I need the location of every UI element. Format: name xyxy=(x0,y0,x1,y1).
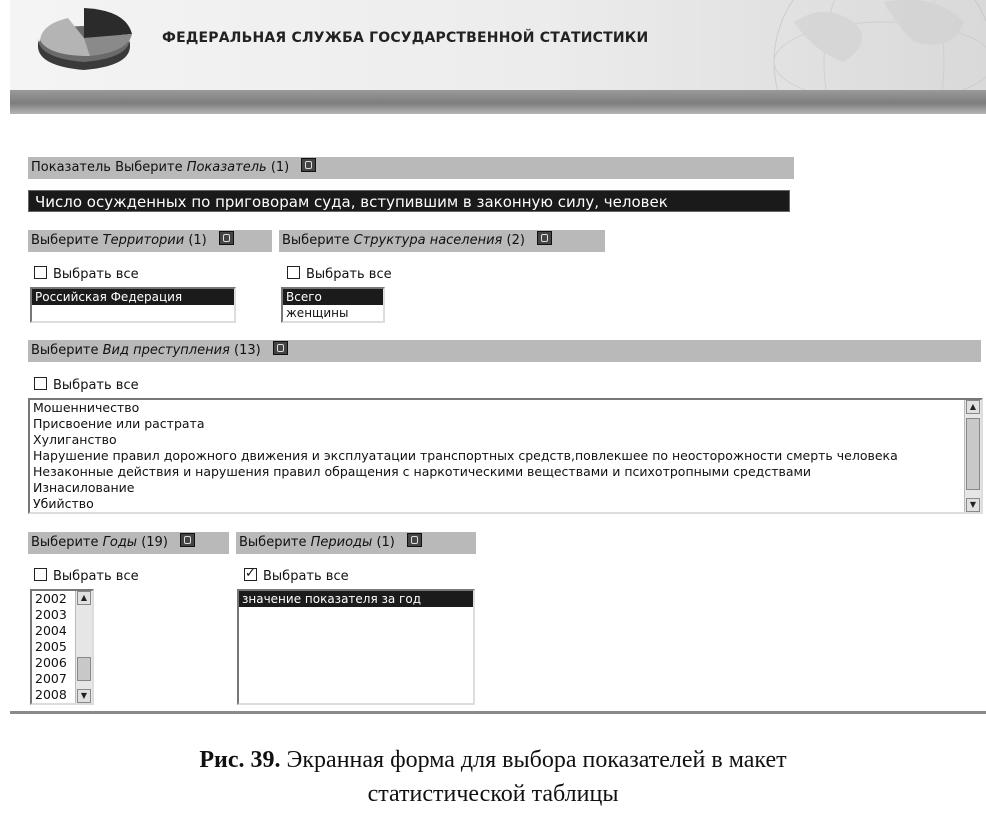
structure-section-header: Выберите Структура населения (2) xyxy=(279,230,605,252)
divider xyxy=(10,711,986,714)
structure-select-all[interactable]: Выбрать все xyxy=(287,266,392,283)
list-item[interactable]: Присвоение или растрата xyxy=(33,416,205,431)
list-item[interactable]: 2007 xyxy=(35,671,67,686)
list-item[interactable]: 2008 xyxy=(35,687,67,702)
scroll-up-icon[interactable]: ▲ xyxy=(966,400,980,414)
page-title: ФЕДЕРАЛЬНАЯ СЛУЖБА ГОСУДАРСТВЕННОЙ СТАТИСТИКИ xyxy=(162,30,649,46)
territory-listbox[interactable] xyxy=(30,287,236,323)
list-item[interactable]: Российская Федерация xyxy=(32,289,234,305)
territory-section-header: Выберите Территории (1) xyxy=(28,230,272,252)
scroll-up-icon[interactable]: ▲ xyxy=(77,591,91,605)
indicator-value[interactable]: Число осужденных по приговорам суда, вступившим в законную силу, человек xyxy=(28,190,790,212)
crime-listbox[interactable] xyxy=(28,398,983,514)
checkbox-icon[interactable] xyxy=(34,377,47,390)
list-item[interactable]: значение показателя за год xyxy=(239,591,473,607)
list-item[interactable]: 2003 xyxy=(35,607,67,622)
territory-select-all[interactable]: Выбрать все xyxy=(34,266,139,283)
scroll-thumb[interactable] xyxy=(966,418,980,490)
header-banner xyxy=(10,0,986,90)
indicator-section-header: Показатель Выберите Показатель (1) xyxy=(28,157,794,179)
help-icon[interactable] xyxy=(537,231,552,245)
checkbox-icon[interactable] xyxy=(287,266,300,279)
periods-listbox[interactable] xyxy=(237,589,475,705)
scroll-thumb[interactable] xyxy=(77,657,91,681)
periods-section-header: Выберите Периоды (1) xyxy=(236,532,476,554)
crime-section-header: Выберите Вид преступления (13) xyxy=(28,340,981,362)
list-item[interactable]: 2004 xyxy=(35,623,67,638)
periods-select-all[interactable]: ✓Выбрать все xyxy=(244,568,349,585)
figure-caption-line2: статистической таблицы xyxy=(367,781,619,807)
help-icon[interactable] xyxy=(180,533,195,547)
list-item[interactable] xyxy=(32,305,234,321)
list-item[interactable]: Мошенничество xyxy=(33,400,140,415)
help-icon[interactable] xyxy=(301,158,316,172)
years-section-header: Выберите Годы (19) xyxy=(28,532,229,554)
globe-icon xyxy=(734,0,986,90)
scroll-down-icon[interactable]: ▼ xyxy=(966,498,980,512)
checkbox-checked-icon[interactable] xyxy=(244,568,257,581)
pie-chart-logo-icon xyxy=(28,0,148,78)
help-icon[interactable] xyxy=(407,533,422,547)
help-icon[interactable] xyxy=(273,341,288,355)
help-icon[interactable] xyxy=(219,231,234,245)
list-item[interactable]: 2002 xyxy=(35,591,67,606)
checkbox-icon[interactable] xyxy=(34,568,47,581)
list-item[interactable]: Всего xyxy=(283,289,383,305)
list-item[interactable]: 2005 xyxy=(35,639,67,654)
checkbox-icon[interactable] xyxy=(34,266,47,279)
list-item[interactable]: Незаконные действия и нарушения правил обращения с наркотическими веществами и психотропными средствами xyxy=(33,464,812,479)
scrollbar[interactable] xyxy=(75,591,92,703)
years-listbox[interactable] xyxy=(30,589,94,705)
crime-select-all[interactable]: Выбрать все xyxy=(34,377,139,394)
list-item[interactable]: Нарушение правил дорожного движения и эксплуатации транспортных средств,повлекшее по неосторожности смерть человека xyxy=(33,448,898,463)
figure-caption: Рис. 39. Экранная форма для выбора показателей в макет xyxy=(199,747,787,773)
list-item[interactable]: Убийство xyxy=(33,496,94,511)
list-item[interactable]: женщины xyxy=(286,306,349,320)
list-item[interactable]: 2006 xyxy=(35,655,67,670)
structure-listbox[interactable] xyxy=(281,287,385,323)
scroll-down-icon[interactable]: ▼ xyxy=(77,689,91,703)
scrollbar[interactable] xyxy=(964,400,981,512)
header-bar xyxy=(10,90,986,114)
list-item[interactable]: Изнасилование xyxy=(33,480,135,495)
years-select-all[interactable]: Выбрать все xyxy=(34,568,139,585)
list-item[interactable]: Хулиганство xyxy=(33,432,117,447)
